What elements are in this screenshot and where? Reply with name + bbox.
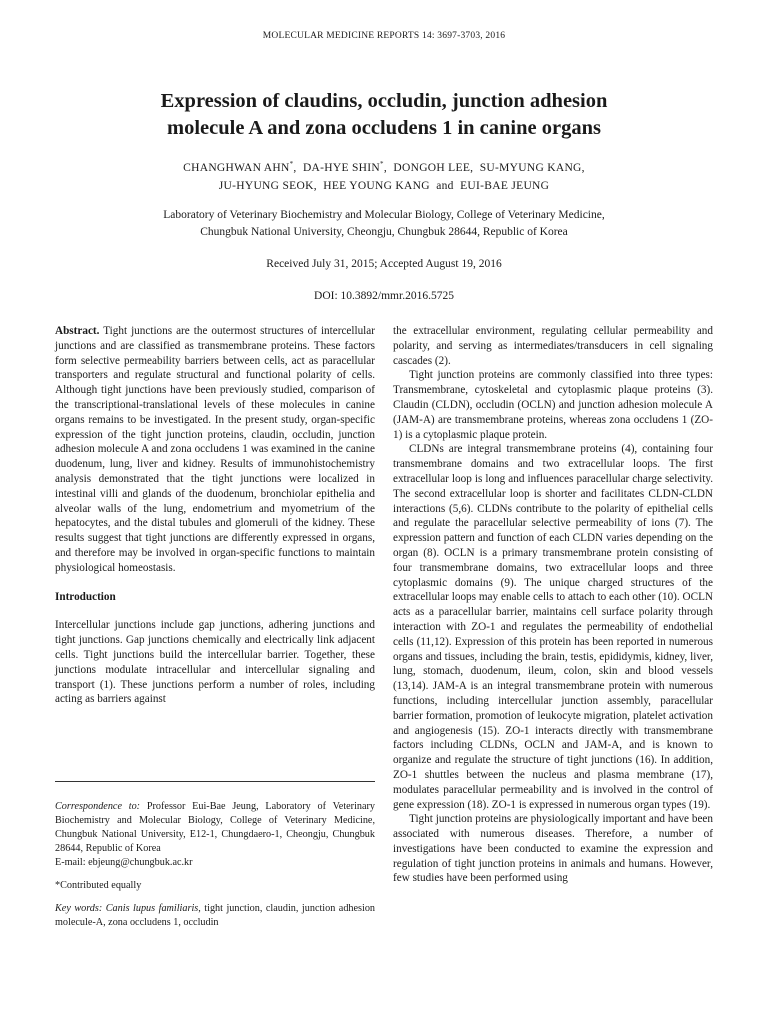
footnotes [55,800,375,939]
author-name: EUI-BAE JEUNG [460,179,550,192]
received-accepted-dates: Received July 31, 2015; Accepted August 19, 2016 [266,258,502,270]
author-name: SU-MYUNG KANG [479,161,582,174]
abstract-text: Tight junctions are the outermost structures of intercellular junctions and are classified as transmembrane proteins. These factors form selective permeability barriers between cells, act as paracellular transporters and regulate structural and functional polarity of cells. Although tight junctions have been previously studied, comparison of the transcriptional-translational levels of these molecules in canine organs remains to be investigated. In the present study, organ-specific expression of the tight junction proteins, claudin, occludin, junction adhesion molecule A and zona occludens 1 was examined in the canine duodenum, lung, liver and kidney. Results of immunohistochemistry analysis demonstrated that the tight junctions were localized in intestinal villi and glands of the duodenum, bronchiolar epithelia and alveolar walls of the lung, endometrium and myometrium of the hepatocytes, and the distal tubules and glomeruli of the kidney. These results suggest that tight junctions are differently expressed in organs, and therefore may be involved in organ-specific functions to maintain physiological homeostasis. [55,325,375,574]
body-paragraph: Tight junction proteins are commonly classified into three types: Transmembrane, cytoskeletal and cytoplasmic plaque proteins (3). Claudin (CLDN), occludin (OCLN) and junction adhesion molecule A (JAM-A) are transmembrane proteins, whereas zona occludens 1 (ZO-1) is a cytoplasmic plaque protein. [393,369,713,441]
affiliation [84,207,684,241]
correspondence-text: Professor Eui-Bae Jeung, Laboratory of Veterinary Biochemistry and Molecular Biology, College of Veterinary Medicine, Chungbuk National University, E12-1, Chungdaero-1, Cheongju, Chungbuk 28644, Republic of Korea [55,801,375,854]
article-title [84,88,684,142]
correspondence-label: Correspondence to: [55,801,141,812]
author-list [84,155,684,195]
doi: DOI: 10.3892/mmr.2016.5725 [314,290,454,302]
body-paragraph: CLDNs are integral transmembrane proteins (4), containing four transmembrane domains and two extracellular loops. The first extracellular loop is long and influences paracellular charge selectivity. The second extracellular loop is shorter and facilitates CLDN-CLDN interactions (5,6). CLDNs contribute to the polarity of epithelial cells and regulate the paracellular selective permeability of ions (7). The expression pattern and function of each CLDN varies depending on the organ (8). OCLN is a primary transmembrane protein consisting of four transmembrane domains, two extracellular loops and three cytoplasmic domains (9). The unique charged structures of the extracellular loops may enable cells to attach to each other (10). OCLN acts as a paracellular barrier, maintains cell surface polarity through interaction with ZO-1 and regulates the permeability of endothelial cells (11,12). Expression of this protein has been reported in numerous organs and tissues, including the brain, testis, epididymis, kidney, liver, lung, stomach, duodenum, ileum, colon, skin and blood vessels (13,14). JAM-A is an integral transmembrane protein with numerous functions, including intercellular junction assembly, paracellular barrier formation, promotion of leukocyte migration, platelet activation and angiogenesis (15). ZO-1 interacts directly with transmembrane factors including CLDNs, OCLN and JAM-A, and is known to organize and regulate the structure of tight junctions (16). In addition, ZO-1 shuttles between the nucleus and plasma membrane (17), modulates paracellular permeability and is involved in the control of gene expression (18). ZO-1 is expressed in numerous organ types (19). [393,443,713,811]
keywords-species: Canis lupus familiaris [105,903,199,914]
author-line-1: CHANGHWAN AHN*, DA-HYE SHIN*, DONGOH LEE, SU-MYUNG KANG, [183,160,585,174]
keywords-label: Key words: [55,903,103,914]
author-name: JU-HYUNG SEOK [218,179,314,192]
abstract [55,324,375,576]
correspondence-email: E-mail: ebjeung@chungbuk.ac.kr [55,857,193,868]
journal-running-header: MOLECULAR MEDICINE REPORTS 14: 3697-3703, 2016 [262,31,506,41]
keywords [55,902,375,930]
article-title-line-1: Expression of claudins, occludin, junction adhesion [160,90,608,112]
correspondence-note [55,800,375,870]
article-title-line-2: molecule A and zona occludens 1 in canine organs [167,117,601,139]
body-paragraph-continued: the extracellular environment, regulating cellular permeability and polarity, and serving as intermediates/transducers in cell signaling cascades (2). [393,325,713,367]
keywords-list: , tight junction, claudin, junction adhesion molecule-A, zona occludens 1, occludin [55,903,376,928]
author-line-2: JU-HYUNG SEOK, HEE YOUNG KANG and EUI-BAE JEUNG [218,179,550,192]
author-name: HEE YOUNG KANG [323,179,430,192]
author-conjunction: and [436,179,454,192]
introduction-paragraph-1: Intercellular junctions include gap junctions, adhering junctions and tight junctions. Gap junctions chemically and electrically link adjacent cells. Tight junctions build the intercellular barrier. Together, these junctions modulate intracellular and intercellular signaling and transport (1). These junctions perform a number of roles, including acting as barriers against [55,619,375,706]
abstract-label: Abstract. [55,325,100,337]
equal-contribution-mark: * [289,160,294,168]
body-paragraph: Tight junction proteins are physiologically important and have been associated with numerous diseases. Therefore, a number of investigations have been conducted to examine the expression and regulation of tight junction proteins in animals and humans. However, few studies have been performed using [393,813,713,885]
equal-contribution-mark: * [380,160,384,168]
author-name: DA-HYE SHIN [302,161,381,174]
left-column [55,324,375,707]
contributed-equally-note: *Contributed equally [55,880,142,891]
author-name: CHANGHWAN AHN [183,161,290,174]
affiliation-line-1: Laboratory of Veterinary Biochemistry and Molecular Biology, College of Veterinary Medicine, [163,209,605,221]
footnote-divider [55,781,375,782]
section-heading-introduction: Introduction [55,590,116,603]
affiliation-line-2: Chungbuk National University, Cheongju, Chungbuk 28644, Republic of Korea [200,226,568,238]
right-column [393,324,713,886]
author-name: DONGOH LEE [393,161,471,174]
